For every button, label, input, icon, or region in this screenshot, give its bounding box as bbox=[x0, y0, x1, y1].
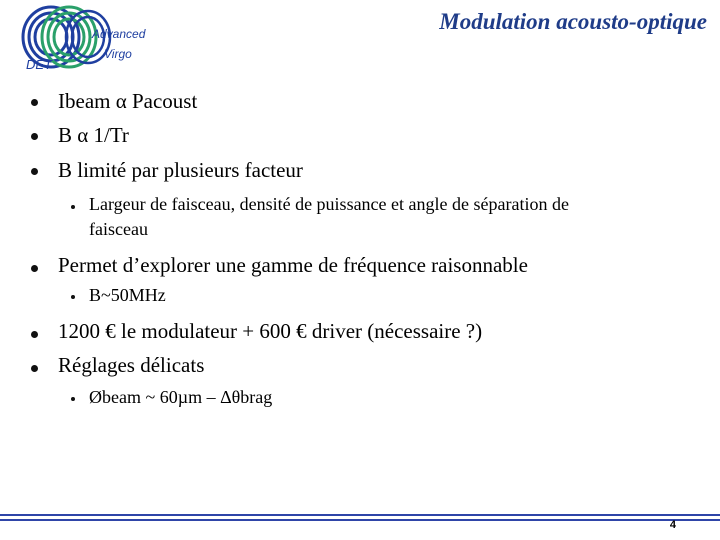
footer-rule bbox=[0, 519, 720, 521]
bullet-dot bbox=[31, 168, 38, 175]
slide-title: Modulation acousto-optique bbox=[439, 9, 707, 34]
logo-det-label: DET bbox=[26, 57, 52, 72]
logo-word-advanced: Advanced bbox=[92, 27, 146, 41]
sub-bullet-item: Largeur de faisceau, densité de puissance et angle de séparation de bbox=[89, 194, 569, 214]
bullet-item: B α 1/Tr bbox=[58, 123, 129, 147]
bullet-dot bbox=[31, 365, 38, 372]
sub-bullet-item: B~50MHz bbox=[89, 285, 166, 305]
bullet-dot bbox=[31, 99, 38, 106]
bullet-item: Permet d’explorer une gamme de fréquence raisonnable bbox=[58, 253, 528, 277]
footer-rule bbox=[0, 514, 720, 516]
bullet-dot bbox=[31, 331, 38, 338]
logo-word-virgo: Virgo bbox=[104, 47, 132, 61]
bullet-item: Ibeam α Pacoust bbox=[58, 89, 198, 113]
sub-bullet-item: Øbeam ~ 60µm – Δθbrag bbox=[89, 387, 273, 407]
bullet-dot bbox=[31, 265, 38, 272]
bullet-item: B limité par plusieurs facteur bbox=[58, 158, 303, 182]
page-number: 4 bbox=[669, 519, 676, 531]
sub-bullet-item-continuation: faisceau bbox=[89, 219, 148, 239]
bullet-item: 1200 € le modulateur + 600 € driver (nécessaire ?) bbox=[58, 319, 483, 343]
bullet-item: Réglages délicats bbox=[58, 353, 205, 377]
bullet-dot bbox=[31, 133, 38, 140]
sub-bullet-dot bbox=[71, 205, 75, 209]
sub-bullet-dot bbox=[71, 397, 75, 401]
sub-bullet-dot bbox=[71, 295, 75, 299]
advanced-virgo-logo bbox=[18, 4, 148, 74]
